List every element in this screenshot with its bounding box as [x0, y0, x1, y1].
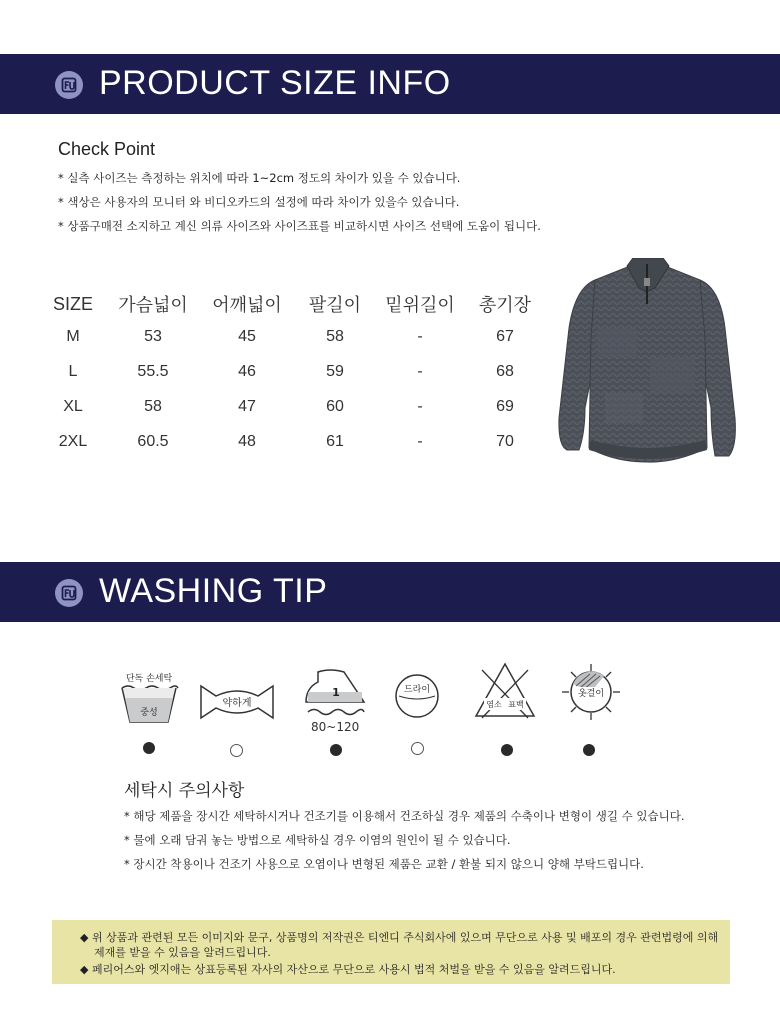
check-point-note: * 실측 사이즈는 측정하는 위치에 따라 1~2cm 정도의 차이가 있을 수 있습니다.: [58, 171, 461, 185]
product-sweater-image: [555, 258, 740, 468]
size-table-header: [44, 289, 550, 319]
hand-wash-icon: [118, 670, 180, 726]
copyright-notice-box: [52, 920, 730, 984]
header-size: SIZE: [52, 293, 93, 314]
header-rise: 밑위길이: [385, 295, 455, 315]
gentle-wash-icon: [198, 682, 276, 722]
cell-sleeve: 60: [326, 397, 344, 415]
washing-caution-item: * 장시간 착용이나 건조기 사용으로 오염이나 변형된 제품은 교환 / 환불 되지 않으니 양해 부탁드립니다.: [124, 857, 644, 871]
size-table: [44, 289, 550, 459]
cell-size: XL: [63, 397, 83, 415]
cell-sleeve: 58: [326, 327, 344, 345]
cell-length: 67: [496, 327, 514, 345]
cell-shoulder: 46: [238, 362, 256, 380]
header-length: 총기장: [478, 295, 532, 315]
check-point-note: * 상품구매전 소지하고 계신 의류 사이즈와 사이즈표를 비교하시면 사이즈 선택에 도움이 됩니다.: [58, 219, 541, 233]
iron-level-label: 1: [332, 686, 340, 699]
dry-clean-icon: [393, 672, 441, 720]
cell-shoulder: 48: [238, 432, 256, 450]
gentle-wash-label: 약하게: [222, 698, 252, 709]
copyright-line: ◆ 페리어스와 엣지애는 상표등록된 자사의 자산으로 무단으로 사용시 법적 처벌을 받을 수 있음을 알려드립니다.: [80, 963, 616, 976]
cell-chest: 53: [144, 327, 162, 345]
cell-rise: -: [417, 397, 423, 415]
hang-dry-label: 옷걸이: [577, 689, 605, 699]
size-info-banner: [0, 54, 780, 114]
hand-wash-selected-dot: [143, 742, 155, 754]
iron-icon: [300, 666, 372, 718]
cell-chest: 60.5: [137, 432, 169, 450]
iron-selected-dot: [330, 744, 342, 756]
cell-shoulder: 47: [238, 397, 256, 415]
cell-length: 69: [496, 397, 514, 415]
cell-sleeve: 59: [326, 362, 344, 380]
washing-caution-item: * 해당 제품을 장시간 세탁하시거나 건조기를 이용해서 건조하실 경우 제품의 수축이나 변형이 생길 수 있습니다.: [124, 809, 685, 823]
bleach-label-right: 표백: [508, 700, 524, 709]
hand-wash-bottom-label: 중성: [140, 708, 158, 718]
bleach-icon: [472, 660, 538, 720]
section-title: PRODUCT SIZE INFO: [99, 64, 451, 102]
washing-caution-item: * 물에 오래 담궈 놓는 방법으로 세탁하실 경우 이염의 원인이 될 수 있습니다.: [124, 833, 511, 847]
table-row: [44, 389, 550, 424]
dry-clean-label: 드라이: [403, 685, 431, 695]
cell-rise: -: [417, 327, 423, 345]
table-row: [44, 319, 550, 354]
cell-chest: 58: [144, 397, 162, 415]
section-title: WASHING TIP: [99, 572, 328, 610]
cell-sleeve: 61: [326, 432, 344, 450]
cell-size: 2XL: [58, 432, 88, 450]
gentle-wash-unselected-dot: [230, 744, 243, 757]
hang-dry-selected-dot: [583, 744, 595, 756]
header-sleeve: 팔길이: [308, 295, 362, 315]
header-shoulder: 어깨넓이: [212, 295, 282, 315]
cell-rise: -: [417, 432, 423, 450]
table-row: [44, 424, 550, 459]
cell-shoulder: 45: [238, 327, 256, 345]
hang-dry-icon: [560, 662, 622, 722]
copyright-line: 제재를 받을 수 있음을 알려드립니다.: [94, 946, 271, 959]
header-chest: 가슴넓이: [118, 295, 188, 315]
washing-tip-banner: [0, 562, 780, 622]
cell-size: L: [68, 362, 78, 380]
cell-size: M: [66, 327, 80, 345]
check-point-title: Check Point: [58, 139, 156, 159]
brand-logo-icon: [55, 71, 83, 99]
washing-caution-title: 세탁시 주의사항: [124, 781, 245, 801]
hand-wash-top-label: 단독 손세탁: [125, 674, 173, 684]
cell-chest: 55.5: [137, 362, 169, 380]
table-row: [44, 354, 550, 389]
cell-length: 70: [496, 432, 514, 450]
cell-length: 68: [496, 362, 514, 380]
brand-logo-icon: [55, 579, 83, 607]
bleach-selected-dot: [501, 744, 513, 756]
bleach-label-left: 염소: [486, 700, 502, 709]
iron-temperature: 80~120: [311, 720, 360, 734]
copyright-line: ◆ 위 상품과 관련된 모든 이미지와 문구, 상품명의 저작권은 티엔디 주식회사에 있으며 무단으로 사용 및 배포의 경우 관련법령에 의해: [80, 931, 719, 944]
check-point-note: * 색상은 사용자의 모니터 와 비디오카드의 설정에 따라 차이가 있을수 있습니다.: [58, 195, 460, 209]
dry-clean-unselected-dot: [411, 742, 424, 755]
cell-rise: -: [417, 362, 423, 380]
